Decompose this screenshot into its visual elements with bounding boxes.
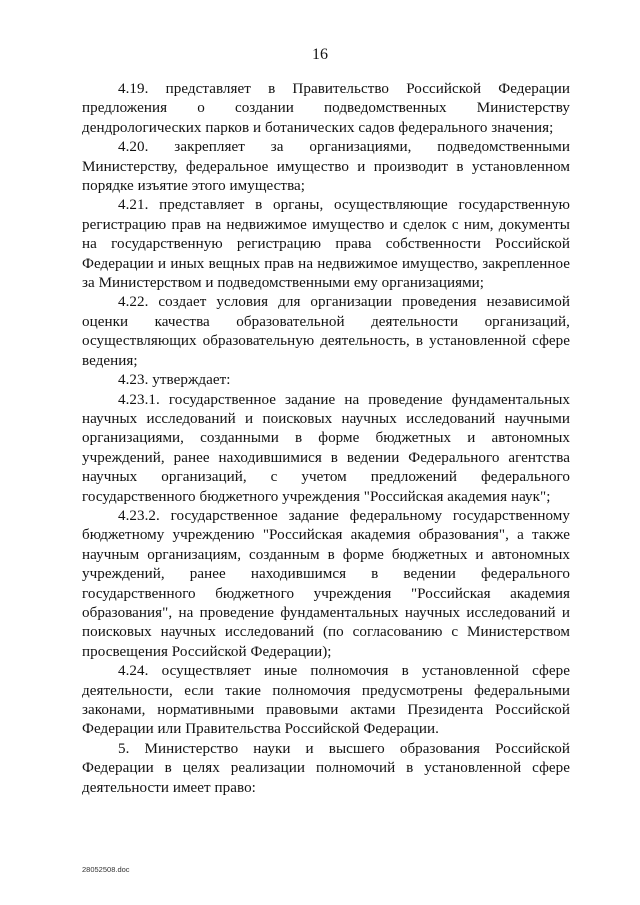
paragraph-4-22: 4.22. создает условия для организации проведения независимой оценки качества образовательной деятельности организаций, осуществляющих образовательную деятельность, в установленной сфере ведения; bbox=[82, 294, 570, 369]
paragraph-4-23-1: 4.23.1. государственное задание на проведение фундаментальных научных исследований и поисковых научных исследований научными организациями, созданными в форме бюджетных и автономных учреждений, ранее находившимися в ведении Федерального агентства научных организаций, с учетом предложений федерального государственного бюджетного учреждения "Российская академия наук"; bbox=[82, 391, 570, 505]
footer-filename: 28052508.doc bbox=[82, 865, 130, 874]
paragraph-4-23: 4.23. утверждает: bbox=[118, 372, 231, 389]
paragraph-4-23-2: 4.23.2. государственное задание федеральному государственному бюджетному учреждению "Российская академия образования", а также научным организациям, созданным в форме бюджетных и автономных учреждений, ранее находившимся в ведении федерального государственного бюджетного учреждения "Российская академия образования", на проведение фундаментальных научных исследований и поисковых научных исследований (по согласованию с Министерством просвещения Российской Федерации); bbox=[82, 507, 570, 660]
paragraph-4-24: 4.24. осуществляет иные полномочия в установленной сфере деятельности, если такие полномочия предусмотрены федеральными законами, нормативными правовыми актами Президента Российской Федерации или Правительства Российской Федерации. bbox=[82, 663, 570, 738]
paragraph-4-19: 4.19. представляет в Правительство Российской Федерации предложения о создании подведомственных Министерству дендрологических парков и ботанических садов федерального значения; bbox=[82, 81, 570, 136]
paragraph-4-20: 4.20. закрепляет за организациями, подведомственными Министерству, федеральное имущество и производит в установленном порядке изъятие этого имущества; bbox=[82, 139, 570, 195]
page-number: 16 bbox=[312, 46, 328, 63]
document-body bbox=[82, 80, 570, 798]
paragraph-4-21: 4.21. представляет в органы, осуществляющие государственную регистрацию прав на недвижимое имущество и сделок с ним, документы на государственную регистрацию права собственности Российской Федерации и иных вещных прав на недвижимое имущество, закрепленное за Министерством и подведомственными ему организациями; bbox=[82, 197, 570, 292]
paragraph-5: 5. Министерство науки и высшего образования Российской Федерации в целях реализации полномочий в установленной сфере деятельности имеет право: bbox=[82, 740, 570, 796]
